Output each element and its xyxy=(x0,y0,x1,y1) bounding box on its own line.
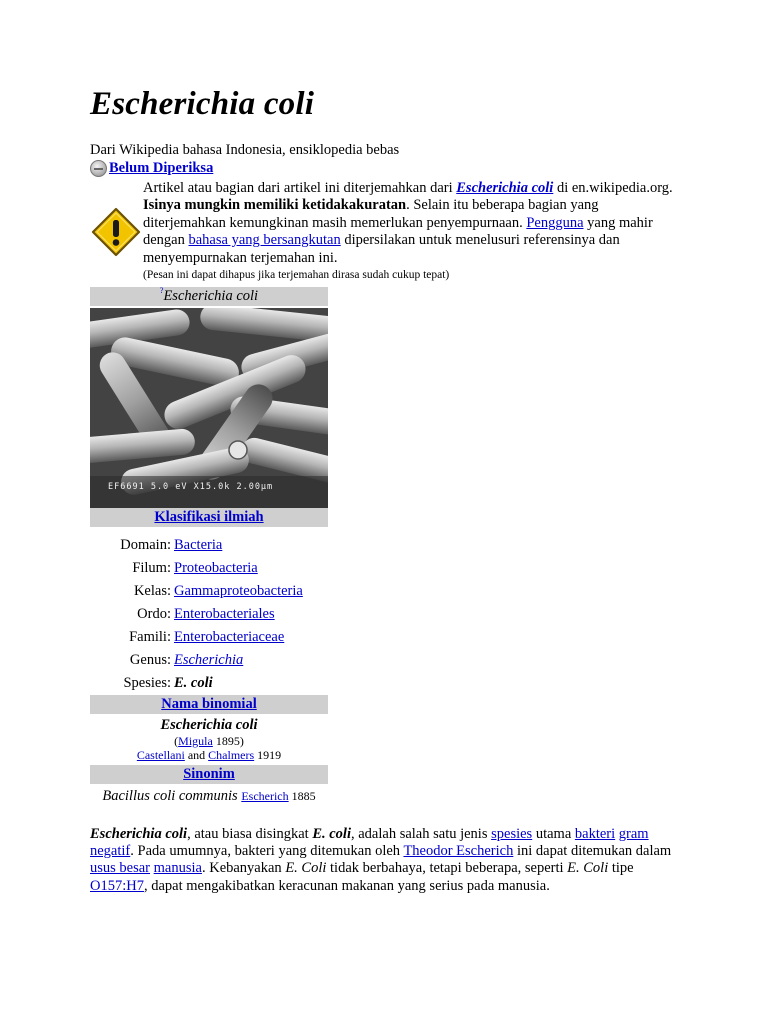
edit-marker[interactable]: ? xyxy=(159,286,164,295)
taxobox-title: ?Escherichia coli xyxy=(90,287,328,306)
taxonomy-rank: Kelas: xyxy=(133,583,171,599)
article-body: Escherichia coli, atau biasa disingkat E. coli, adalah salah satu jenis spesies utama bakteri gram negatif. Pada umumnya, bakteri yang ditemukan oleh Theodor Escherich ini dapat ditemukan dalam usus besar manusia. Kebanyakan E. Coli tidak berbahaya, tetapi beberapa, seperti E. Coli tipe O157:H7, dapat mengakibatkan keracunan makanan yang serius pada manusia. xyxy=(90,826,672,894)
pengguna-link[interactable]: Pengguna xyxy=(526,214,584,231)
taxonomy-rank: Famili: xyxy=(129,629,171,645)
taxonomy-rank: Ordo: xyxy=(137,606,171,622)
synonym-link[interactable]: Sinonim xyxy=(183,766,235,782)
taxonomy-table xyxy=(90,534,328,695)
notice-text: di en.wikipedia.org. xyxy=(553,180,673,196)
taxonomy-row xyxy=(90,626,328,649)
gram-negatif-link[interactable]: gram negatif xyxy=(90,826,649,860)
taxonomy-value[interactable]: Gammaproteobacteria xyxy=(174,583,303,599)
authority-2: Castellani and Chalmers 1919 xyxy=(136,748,282,762)
taxonomy-value: E. coli xyxy=(174,675,213,691)
binomial-name: Escherichia coli xyxy=(160,717,258,733)
taxonomy-row xyxy=(90,649,328,672)
manusia-link[interactable]: manusia xyxy=(153,860,202,877)
synonym-block: Bacillus coli communis Escherich 1885 xyxy=(102,788,316,804)
o157-link[interactable]: O157:H7 xyxy=(90,877,144,894)
taxonomy-row xyxy=(90,557,328,580)
classification-link[interactable]: Klasifikasi ilmiah xyxy=(154,509,264,525)
taxonomy-value[interactable]: Enterobacteriales xyxy=(174,606,275,622)
source-article-link[interactable]: Escherichia coli xyxy=(456,180,554,196)
chalmers-link[interactable]: Chalmers xyxy=(208,748,255,762)
bakteri-link[interactable]: bakteri xyxy=(574,826,616,842)
migula-link[interactable]: Migula xyxy=(178,734,213,748)
status-link[interactable]: Belum Diperiksa xyxy=(109,160,214,176)
taxonomy-rank: Domain: xyxy=(120,537,171,553)
taxonomy-rank: Filum: xyxy=(132,560,171,576)
binomial-block xyxy=(90,716,328,762)
abbreviation: E. coli xyxy=(312,826,351,842)
authority-1: (Migula 1895) xyxy=(174,734,244,748)
escherich-link[interactable]: Escherich xyxy=(241,789,289,803)
notice-text: Artikel atau bagian dari artikel ini diterjemahkan dari xyxy=(143,180,457,196)
notice-text: dipersilakan untuk menelusuri referensinya dan menyempurnakan terjemahan ini. xyxy=(143,232,620,266)
spesies-link[interactable]: spesies xyxy=(491,826,533,842)
ecoli-term: E. Coli xyxy=(567,860,609,877)
theodor-escherich-link[interactable]: Theodor Escherich xyxy=(403,843,514,860)
ecoli-term: E. Coli xyxy=(285,860,327,877)
bacteria-micrograph xyxy=(90,308,328,508)
taxonomy-value[interactable]: Bacteria xyxy=(174,537,223,553)
language-link[interactable]: bahasa yang bersangkutan xyxy=(188,232,341,249)
classification-header xyxy=(90,508,328,527)
translation-notice xyxy=(143,180,683,283)
lead-term: Escherichia coli xyxy=(90,826,188,842)
micrograph-caption: EF6691 5.0 eV X15.0k 2.00μm xyxy=(108,482,274,492)
notice-text: yang mahir dengan xyxy=(143,214,653,249)
taxonomy-rank: Spesies: xyxy=(123,675,171,691)
taxonomy-row xyxy=(90,603,328,626)
notice-footnote: (Pesan ini dapat dihapus jika terjemahan dirasa sudah cukup tepat) xyxy=(143,269,450,282)
synonym-header xyxy=(90,765,328,784)
binomial-link[interactable]: Nama binomial xyxy=(161,696,257,712)
binomial-header xyxy=(90,695,328,714)
usus-besar-link[interactable]: usus besar xyxy=(90,860,151,877)
notice-text: . Selain itu beberapa bagian yang diterjemahkan kemungkinan masih memerlukan penyempurnaan. xyxy=(143,197,599,231)
taxonomy-row xyxy=(90,580,328,603)
taxobox xyxy=(90,287,328,805)
taxonomy-row xyxy=(90,534,328,557)
taxonomy-row xyxy=(90,672,328,695)
page-title: Escherichia coli xyxy=(90,86,315,122)
warning-icon xyxy=(90,206,142,258)
taxonomy-rank: Genus: xyxy=(129,652,171,668)
taxonomy-value[interactable]: Proteobacteria xyxy=(174,560,258,576)
unreviewed-icon xyxy=(90,160,107,177)
site-subtitle: Dari Wikipedia bahasa Indonesia, ensiklopedia bebas xyxy=(90,142,400,158)
taxonomy-value[interactable]: Enterobacteriaceae xyxy=(174,629,285,645)
castellani-link[interactable]: Castellani xyxy=(136,748,185,762)
notice-warning-text: Isinya mungkin memiliki ketidakakuratan xyxy=(143,197,407,214)
review-status xyxy=(90,160,213,177)
taxonomy-value[interactable]: Escherichia xyxy=(174,652,244,668)
synonym-name: Bacillus coli communis xyxy=(102,788,238,804)
